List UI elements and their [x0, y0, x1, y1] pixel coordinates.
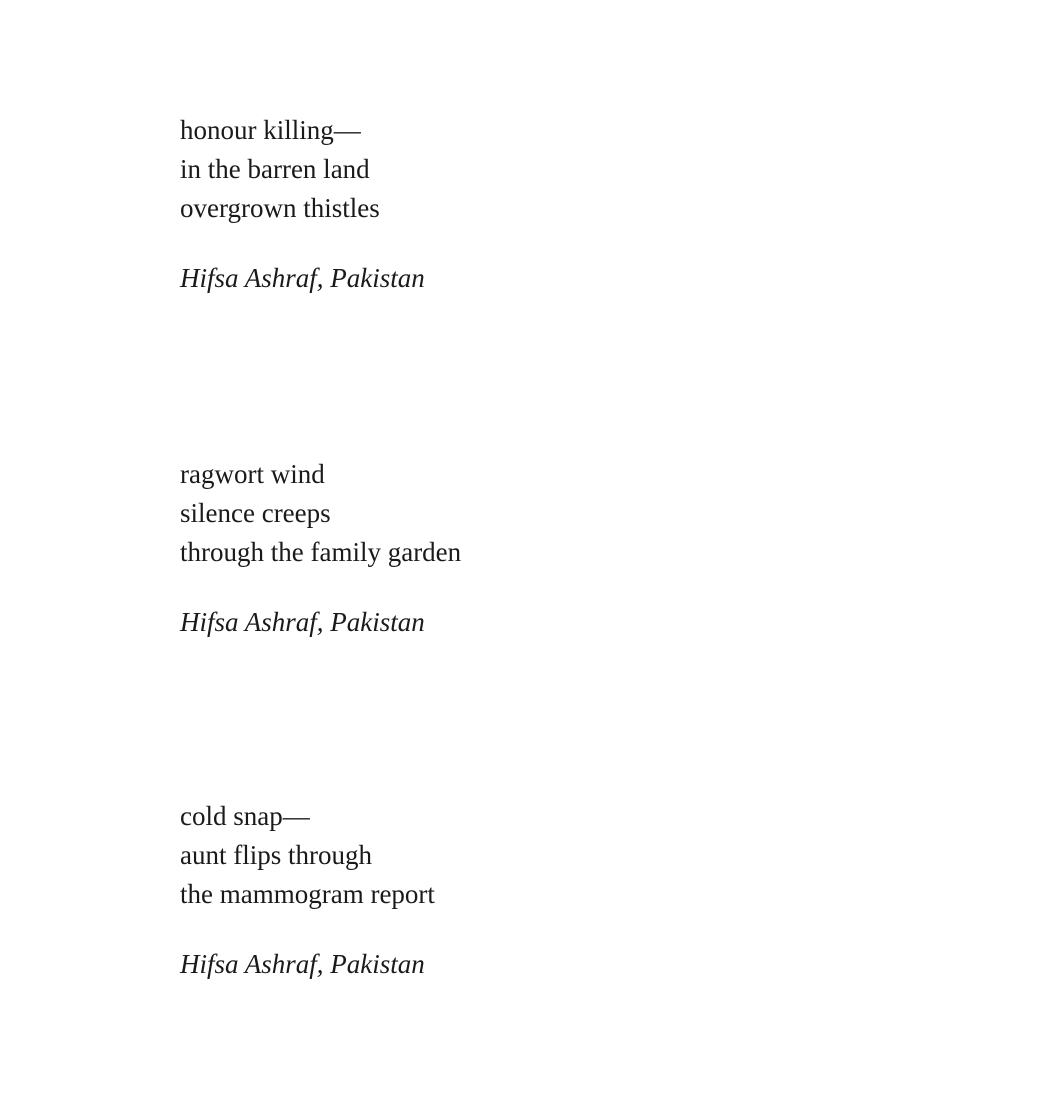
poem-line: in the barren land: [180, 154, 370, 184]
poem-line: ragwort wind: [180, 459, 325, 489]
poem-line: honour killing—: [180, 115, 361, 145]
poem-line: aunt flips through: [180, 840, 372, 870]
poem-line: cold snap—: [180, 801, 310, 831]
poem: [180, 797, 880, 984]
poem-line: overgrown thistles: [180, 193, 380, 223]
poem: [180, 455, 880, 642]
poem-author-credit: Hifsa Ashraf, Pakistan: [180, 949, 425, 979]
poem-line: the mammogram report: [180, 879, 435, 909]
poem-author-credit: Hifsa Ashraf, Pakistan: [180, 263, 425, 293]
poem: [180, 111, 880, 298]
poem-line: silence creeps: [180, 498, 331, 528]
poem-author-credit: Hifsa Ashraf, Pakistan: [180, 607, 425, 637]
poem-line: through the family garden: [180, 537, 462, 567]
